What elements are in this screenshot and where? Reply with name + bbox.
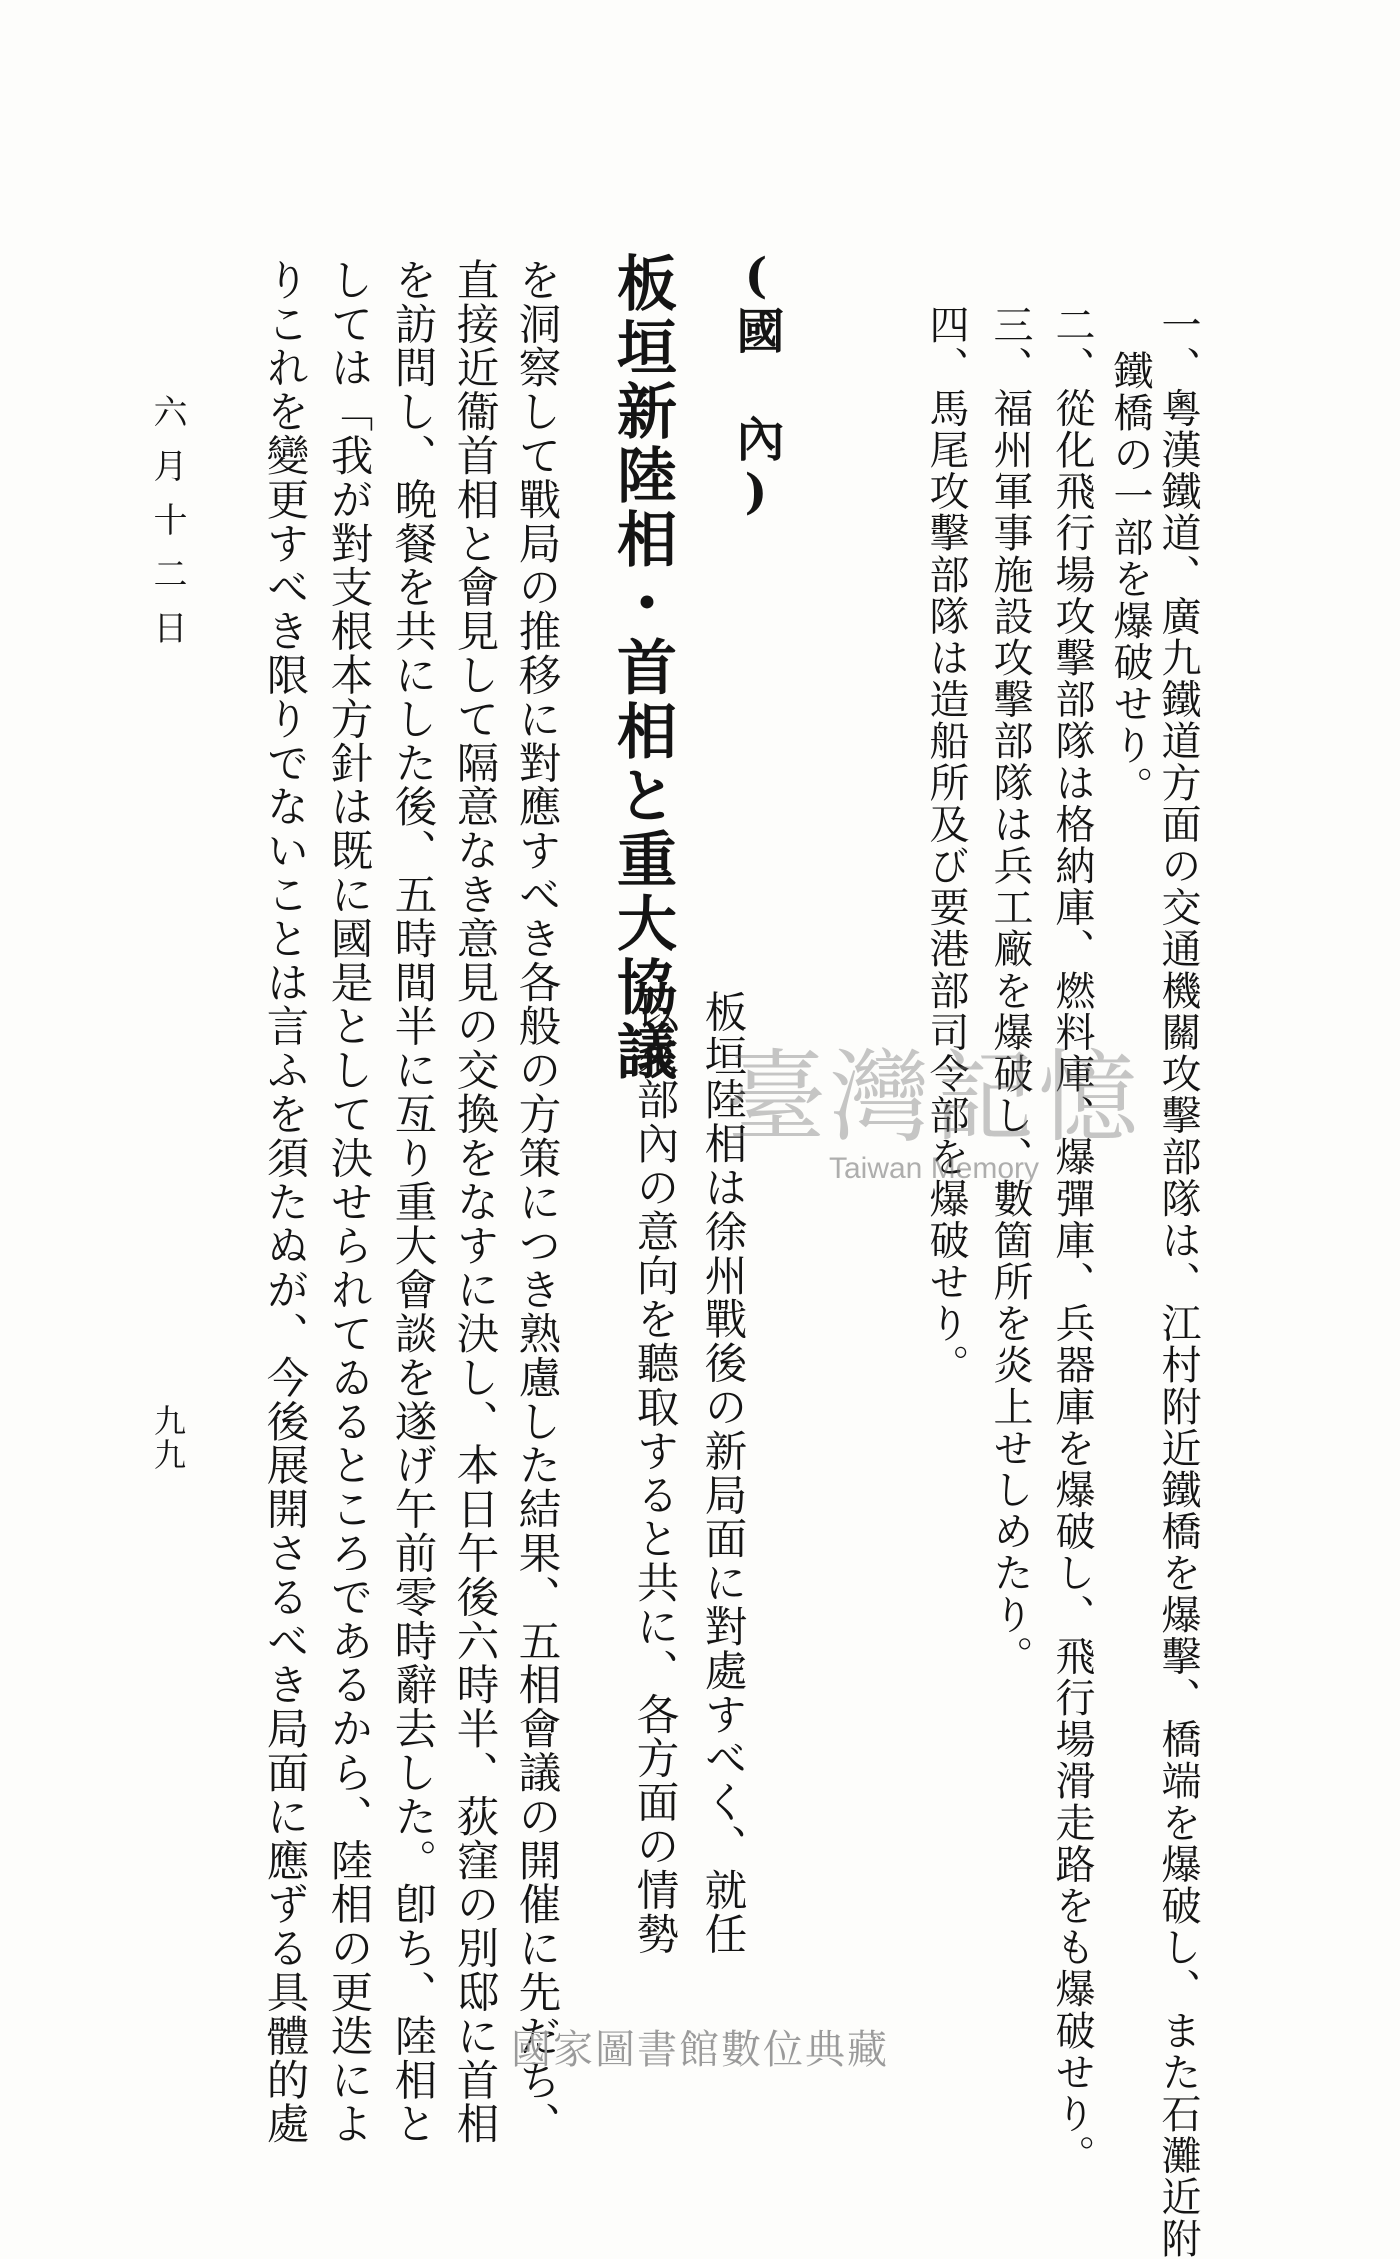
article-line-7: りこれを變更すべき限りでないことは言ふを須たぬが、今後展開さるべき局面に應ずる具體的處 (259, 258, 309, 2146)
article-line-1: 板垣陸相は徐州戰後の新局面に對處すべく、就任 (697, 990, 747, 1956)
item-1-line-1: 一、粵漢鐵道、廣九鐵道方面の交通機關攻擊部隊は、江村附近鐵橋を爆擊、橋端を爆破し、また石灘近附 (1155, 304, 1201, 2259)
item-3: 三、福州軍事施設攻擊部隊は兵工廠を爆破し、數箇所を炎上せしめたり。 (987, 304, 1033, 1677)
item-2: 二、從化飛行場攻擊部隊は格納庫、燃料庫、爆彈庫、兵器庫を爆破し、飛行場滑走路をも爆破せり。 (1049, 304, 1095, 2176)
page-number: 九九 (149, 1404, 187, 1472)
item-1-line-2: 鐵橋の一部を爆破せり。 (1107, 350, 1153, 808)
article-line-2: 以來部內の意向を聽取すると共に、各方面の情勢 (629, 990, 679, 1956)
watermark-latin: Taiwan Memory (828, 1152, 1040, 1185)
library-footer: 國家圖書館數位典藏 (511, 2027, 889, 2073)
article-line-5: を訪問し、晩餐を共にした後、五時間半に亙り重大會談を遂げ午前零時辭去した。卽ち、陸相と (387, 258, 437, 2146)
section-label: (國 內) (728, 248, 784, 522)
article-line-4: 直接近衞首相と會見して隔意なき意見の交換をなすに決し、本日午後六時半、荻窪の別邸に首相 (449, 258, 499, 2146)
article-line-6: しては「我が對支根本方針は既に國是として決せられてゐるところであるから、陸相の更迭によ (323, 258, 373, 2146)
watermark-chars: 臺灣記憶 (726, 1039, 1142, 1156)
article-line-3: を洞察して戰局の推移に對應すべき各般の方策につき熟慮した結果、五相會議の開催に先だち、 (511, 258, 561, 2146)
footer-date: 六月十二日 (147, 394, 187, 664)
item-4: 四、馬尾攻擊部隊は造船所及び要港部司令部を爆破せり。 (923, 304, 969, 1386)
article-headline: 板垣新陸相・首相と重大協議 (607, 252, 677, 1084)
